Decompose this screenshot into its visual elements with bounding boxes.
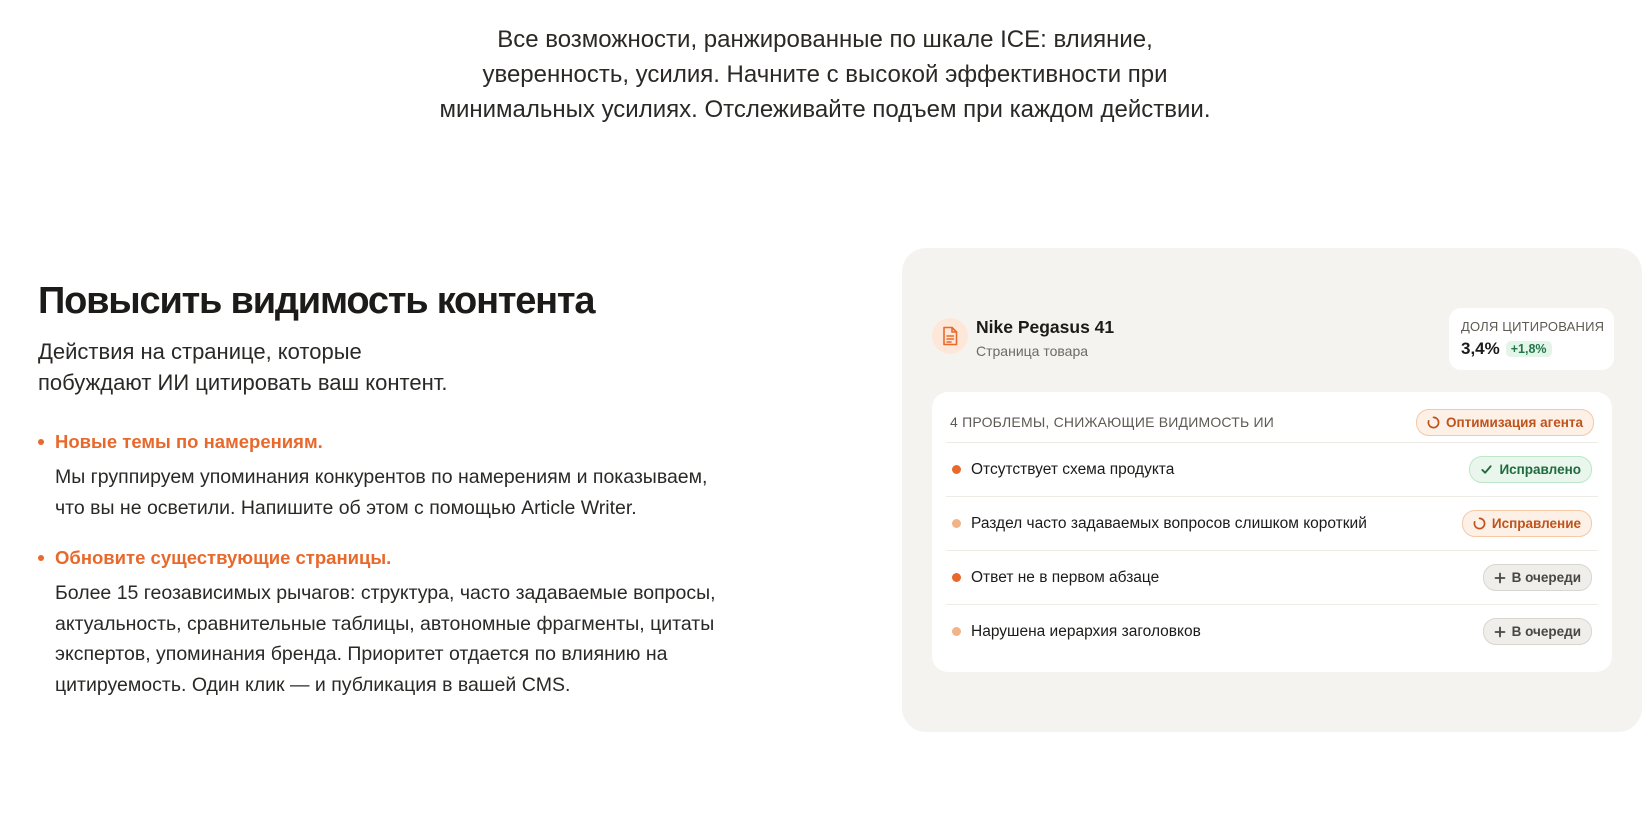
citation-share-value: 3,4% [1461, 339, 1500, 358]
agent-optimization-label: Оптимизация агента [1445, 414, 1583, 430]
feature-description [55, 578, 775, 700]
citation-share-box [1449, 308, 1614, 370]
product-name: Nike Pegasus 41 [976, 317, 1115, 337]
status-label: Исправление [1491, 516, 1581, 531]
intro-line: минимальных усилиях. Отслеживайте подъем при каждом действии. [439, 96, 1211, 123]
issue-row [946, 496, 1598, 550]
status-label: В очереди [1511, 624, 1581, 639]
issue-row [946, 442, 1598, 496]
citation-share-label: ДОЛЯ ЦИТИРОВАНИЯ [1461, 319, 1605, 334]
bullet-dot [38, 555, 44, 561]
citation-share-delta-badge: +1,8% [1506, 341, 1552, 357]
feature-line: Более 15 геозависимых рычагов: структура, часто задаваемые вопросы, [55, 582, 716, 604]
document-icon [932, 318, 968, 354]
feature-section [38, 278, 798, 700]
intro-text [400, 22, 1250, 127]
feature-line: что вы не осветили. Напишите об этом с помощью Article Writer. [55, 496, 637, 519]
status-label: Исправлено [1499, 462, 1581, 477]
status-badge-fixing [1462, 510, 1592, 537]
bullet-dot [38, 439, 44, 445]
intro-line: уверенность, усилия. Начните с высокой эффективности при [482, 61, 1168, 88]
product-visibility-card [902, 248, 1642, 732]
feature-line: цитируемость. Один клик — и публикация в вашей CMS. [55, 673, 571, 696]
severity-high-dot [952, 573, 961, 582]
feature-description [55, 462, 775, 523]
feature-item [38, 430, 798, 523]
severity-high-dot [952, 465, 961, 474]
status-badge-queued [1483, 618, 1592, 645]
issue-row [946, 550, 1598, 604]
issues-panel [932, 392, 1612, 672]
issue-text: Раздел часто задаваемых вопросов слишком короткий [971, 514, 1367, 532]
intro-line: Все возможности, ранжированные по шкале ICE: влияние, [497, 26, 1153, 53]
feature-line: актуальность, сравнительные таблицы, автономные фрагменты, цитаты [55, 612, 715, 635]
agent-optimization-button[interactable] [1416, 409, 1594, 436]
status-badge-fixed [1469, 456, 1592, 483]
feature-item [38, 546, 798, 700]
plus-icon [1494, 572, 1506, 584]
subtitle-line: побуждают ИИ цитировать ваш контент. [38, 370, 448, 395]
product-type: Страница товара [976, 343, 1089, 359]
subtitle-line: Действия на странице, которые [38, 339, 362, 364]
issue-text: Нарушена иерархия заголовков [971, 622, 1201, 640]
issue-text: Ответ не в первом абзаце [971, 568, 1160, 586]
issue-row [946, 604, 1598, 658]
feature-title: Обновите существующие страницы. [55, 547, 392, 568]
feature-line: экспертов, упоминания бренда. Приоритет отдается по влиянию на [55, 643, 668, 665]
plus-icon [1494, 626, 1506, 638]
issue-text: Отсутствует схема продукта [971, 460, 1175, 478]
issues-panel-title: 4 ПРОБЛЕМЫ, СНИЖАЮЩИЕ ВИДИМОСТЬ ИИ [950, 414, 1275, 430]
check-icon [1480, 463, 1493, 476]
spinner-icon [1427, 416, 1440, 429]
status-label: В очереди [1511, 570, 1581, 585]
feature-line: Мы группируем упоминания конкурентов по намерениям и показываем, [55, 466, 708, 488]
severity-medium-dot [952, 519, 961, 528]
section-title: Повысить видимость контента [38, 280, 595, 322]
spinner-icon [1473, 517, 1486, 530]
status-badge-queued [1483, 564, 1592, 591]
feature-title: Новые темы по намерениям. [55, 431, 323, 452]
section-subtitle [38, 336, 478, 398]
severity-medium-dot [952, 627, 961, 636]
